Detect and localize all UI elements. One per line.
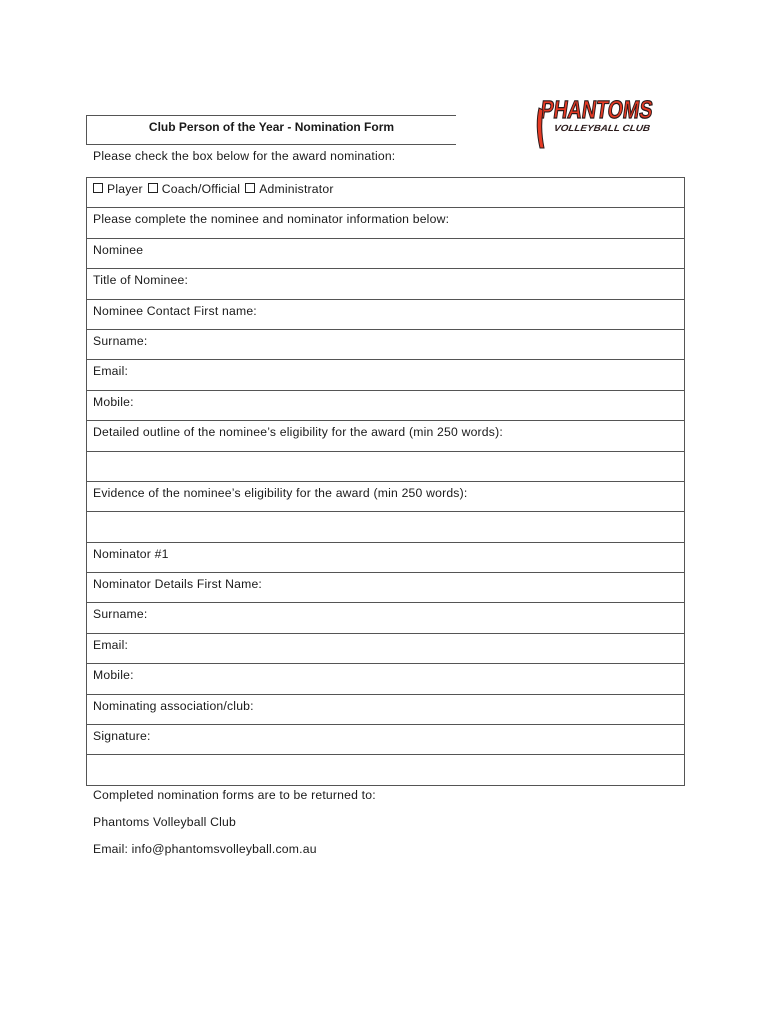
administrator-label: Administrator xyxy=(259,182,334,196)
award-instruction: Please check the box below for the award nomination: xyxy=(93,149,396,163)
form-row xyxy=(87,603,685,633)
coach-official-label: Coach/Official xyxy=(161,182,241,196)
form-field-label: Title of Nominee: xyxy=(87,269,685,299)
form-row xyxy=(87,208,685,238)
administrator-checkbox[interactable] xyxy=(245,183,255,193)
form-field-label: Nominator Details First Name: xyxy=(87,573,685,603)
form-row xyxy=(87,542,685,572)
form-row xyxy=(87,755,685,785)
player-label: Player xyxy=(107,182,143,196)
form-field-label: Nominee xyxy=(87,238,685,268)
return-instruction: Completed nomination forms are to be returned to: xyxy=(93,788,376,802)
nomination-form-table xyxy=(86,177,685,786)
form-row xyxy=(87,573,685,603)
form-row xyxy=(87,269,685,299)
form-field-label: Nominating association/club: xyxy=(87,694,685,724)
form-title-box xyxy=(86,115,456,145)
form-field-input[interactable] xyxy=(87,451,685,481)
checkbox-row xyxy=(87,178,685,208)
form-field-label: Email: xyxy=(87,633,685,663)
form-field-label: Nominee Contact First name: xyxy=(87,299,685,329)
form-field-input[interactable] xyxy=(87,755,685,785)
page-title: Club Person of the Year - Nomination Form xyxy=(148,120,395,134)
form-row xyxy=(87,238,685,268)
logo-main-text: PHANTOMS xyxy=(538,96,686,124)
contact-email[interactable]: Email: info@phantomsvolleyball.com.au xyxy=(93,842,317,856)
form-field-label: Mobile: xyxy=(87,664,685,694)
form-field-label: Email: xyxy=(87,360,685,390)
form-field-label: Surname: xyxy=(87,603,685,633)
form-row xyxy=(87,329,685,359)
player-checkbox[interactable] xyxy=(93,183,103,193)
form-field-label: Detailed outline of the nominee’s eligibility for the award (min 250 words): xyxy=(87,421,685,451)
club-name: Phantoms Volleyball Club xyxy=(93,815,237,829)
coach-official-checkbox[interactable] xyxy=(148,183,158,193)
form-field-input[interactable] xyxy=(87,512,685,542)
form-field-label: Signature: xyxy=(87,725,685,755)
form-row xyxy=(87,664,685,694)
form-row xyxy=(87,390,685,420)
form-field-label: Mobile: xyxy=(87,390,685,420)
form-row xyxy=(87,481,685,511)
checkbox-cell xyxy=(87,178,685,208)
form-row xyxy=(87,633,685,663)
form-field-label: Surname: xyxy=(87,329,685,359)
form-row xyxy=(87,421,685,451)
form-row xyxy=(87,299,685,329)
form-row xyxy=(87,512,685,542)
club-logo xyxy=(530,86,686,156)
logo-sub-text: VOLLEYBALL CLUB xyxy=(553,123,643,133)
form-field-label: Nominator #1 xyxy=(87,542,685,572)
form-field-label: Evidence of the nominee’s eligibility for the award (min 250 words): xyxy=(87,481,685,511)
form-field-label: Please complete the nominee and nominator information below: xyxy=(87,208,685,238)
form-row xyxy=(87,451,685,481)
form-row xyxy=(87,694,685,724)
form-row xyxy=(87,360,685,390)
phantoms-logo-graphic xyxy=(530,86,686,156)
form-row xyxy=(87,725,685,755)
